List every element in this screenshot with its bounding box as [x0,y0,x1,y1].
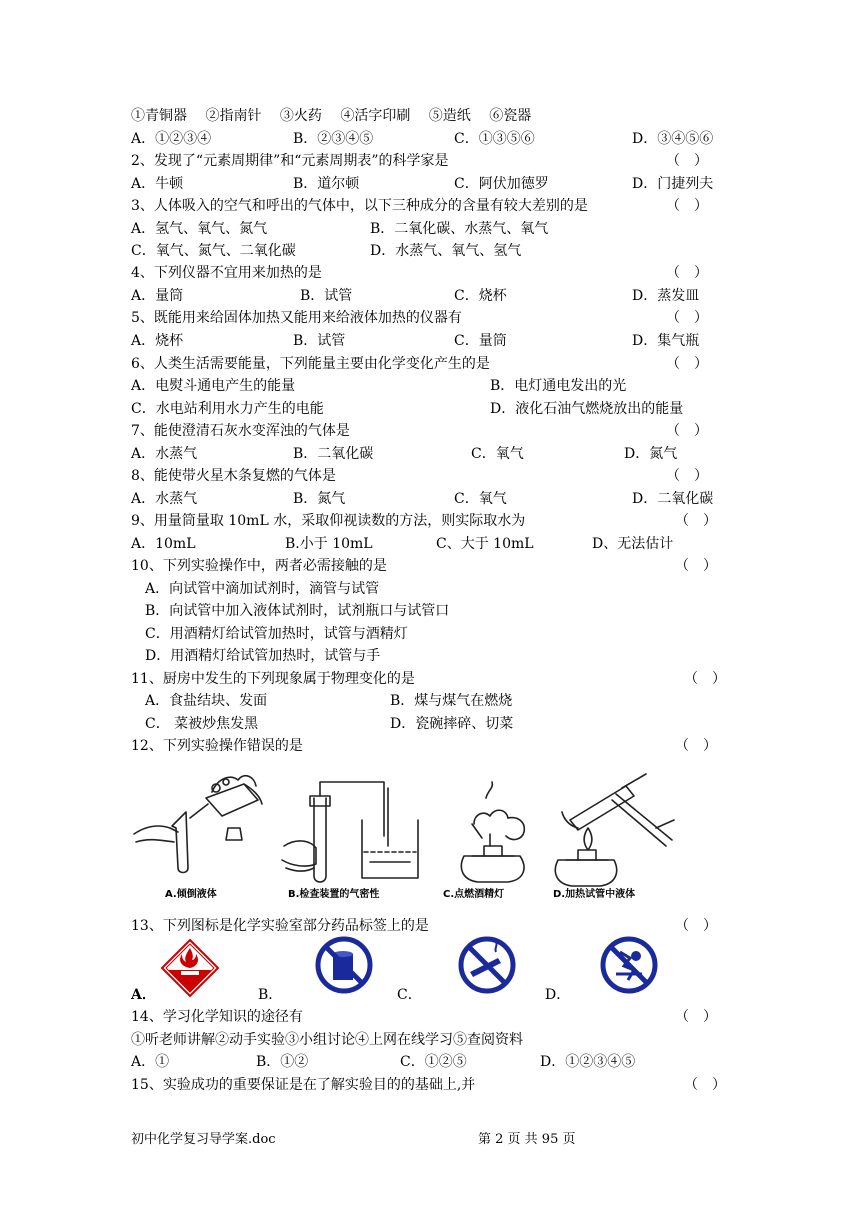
q15-answer-blank: （ ） [684,1077,726,1093]
q7-option-b: B．二氧化碳 [293,446,374,462]
q6-option-c: C．水电站利用水力产生的电能 [131,401,324,417]
q9-option-c: C、大于 10mL [436,536,534,552]
q2-answer-blank: （ ） [666,153,708,169]
q13-question: 13、下列图标是化学实验室部分药品标签上的是 [131,918,429,934]
q13-option-a: A． [131,987,156,1003]
q5-option-d: D．集气瓶 [632,333,700,349]
q13-answer-blank: （ ） [675,918,717,934]
q10-option-b: B．向试管中加入液体试剂时，试剂瓶口与试管口 [145,603,450,619]
q6-answer-blank: （ ） [666,356,708,372]
q14-option-c: C．①②⑤ [400,1054,467,1070]
q4-option-d: D．蒸发皿 [632,288,700,304]
q6-option-d: D．液化石油气燃烧放出的能量 [490,401,684,417]
pouring-liquid-illustration [134,776,262,873]
q8-question: 8、能使带火星木条复燃的气体是 [131,468,336,484]
q5-question: 5、既能用来给固体加热又能用来给液体加热的仪器有 [131,310,462,326]
q12-caption-d: D.加热试管中液体 [553,889,636,900]
q3-question: 3、人体吸入的空气和呼出的气体中，以下三种成分的含量有较大差别的是 [131,198,588,214]
q4-question: 4、下列仪器不宜用来加热的是 [131,265,322,281]
q4-option-a: A．量筒 [131,288,184,304]
flammable-solid-icon [160,938,220,998]
q7-answer-blank: （ ） [666,423,708,439]
no-smoking-icon [458,936,516,994]
q4-option-b: B．试管 [300,288,353,304]
q7-option-a: A．水蒸气 [131,446,198,462]
q2-option-d: D．门捷列夫 [632,176,714,192]
q11-option-b: B．煤与煤气在燃烧 [390,693,513,709]
q2-question: 2、发现了“元素周期律”和“元素周期表”的科学家是 [131,153,449,169]
q9-answer-blank: （ ） [675,513,717,529]
footer-page-number: 第 2 页 共 95 页 [478,1132,576,1147]
lighting-alcohol-lamp-illustration [461,782,524,882]
q9-option-a: A．10mL [131,536,196,552]
q13-option-b: B． [258,987,283,1003]
q14-answer-blank: （ ） [675,1009,717,1025]
q6-option-a: A．电熨斗通电产生的能量 [131,378,296,394]
q9-option-d: D、无法估计 [592,536,674,552]
q12-caption-b: B.检查装置的气密性 [288,889,380,900]
q9-question: 9、用量筒量取 10mL 水，采取仰视读数的方法，则实际取水为 [131,513,526,529]
q8-option-c: C．氧气 [454,491,507,507]
q3-option-a: A．氢气、氧气、氮气 [131,221,268,237]
q2-option-c: C．阿伏加德罗 [454,176,549,192]
heating-test-tube-illustration [555,774,674,886]
q1-option-d: D．③④⑤⑥ [632,131,714,147]
q5-option-a: A．烧杯 [131,333,184,349]
q4-answer-blank: （ ） [666,265,708,281]
q12-question: 12、下列实验操作错误的是 [131,738,303,754]
q5-option-c: C．量筒 [454,333,507,349]
q13-option-d: D． [545,987,571,1003]
q10-option-c: C．用酒精灯给试管加热时，试管与酒精灯 [145,626,408,642]
q14-option-a: A．① [131,1054,170,1070]
q6-option-b: B．电灯通电发出的光 [490,378,627,394]
q6-question: 6、人类生活需要能量，下列能量主要由化学变化产生的是 [131,356,490,372]
q11-option-d: D．瓷碗摔碎、切菜 [390,716,514,732]
q10-answer-blank: （ ） [675,558,717,574]
q11-question: 11、厨房中发生的下列现象属于物理变化的是 [131,671,415,687]
q1-option-b: B．②③④⑤ [293,131,374,147]
q13-option-c: C． [397,987,422,1003]
q10-option-a: A．向试管中滴加试剂时，滴管与试管 [145,581,380,597]
q14-items: ①听老师讲解②动手实验③小组讨论④上网在线学习⑤查阅资料 [131,1032,523,1048]
q4-option-c: C．烧杯 [454,288,507,304]
q11-option-a: A．食盐结块、发面 [145,693,268,709]
q8-answer-blank: （ ） [666,468,708,484]
q14-option-b: B．①② [256,1054,309,1070]
q9-option-b: B.小于 10mL [285,536,373,552]
q14-question: 14、学习化学知识的途径有 [131,1009,303,1025]
q7-question: 7、能使澄清石灰水变浑浊的气体是 [131,423,350,439]
q12-answer-blank: （ ） [675,738,717,754]
no-crushing-icon [600,936,658,994]
q10-question: 10、下列实验操作中，两者必需接触的是 [131,558,387,574]
q3-option-b: B．二氧化碳、水蒸气、氧气 [370,221,549,237]
q3-option-c: C．氧气、氮气、二氧化碳 [131,243,296,259]
q3-option-d: D．水蒸气、氧气、氢气 [370,243,522,259]
q1-option-c: C．①③⑤⑥ [454,131,535,147]
q12-caption-a: A.倾倒液体 [165,889,217,900]
q12-caption-c: C.点燃酒精灯 [443,889,505,900]
q2-option-a: A．牛顿 [131,176,184,192]
q7-option-d: D．氮气 [624,446,678,462]
no-container-icon [315,936,373,994]
q2-option-b: B．道尔顿 [293,176,360,192]
q14-option-d: D．①②③④⑤ [540,1054,636,1070]
q8-option-d: D．二氧化碳 [632,491,714,507]
q1-items: ①青铜器 ②指南针 ③火药 ④活字印刷 ⑤造纸 ⑥瓷器 [131,108,532,124]
q11-answer-blank: （ ） [684,671,726,687]
q11-option-c: C． 菜被炒焦发黑 [145,716,259,732]
airtightness-check-illustration [282,782,418,882]
q8-option-a: A．水蒸气 [131,491,198,507]
q7-option-c: C．氧气 [471,446,524,462]
q3-answer-blank: （ ） [666,198,708,214]
q15-question: 15、实验成功的重要保证是在了解实验目的的基础上,并 [131,1077,476,1093]
q5-answer-blank: （ ） [666,310,708,326]
q10-option-d: D．用酒精灯给试管加热时，试管与手 [145,648,381,664]
q5-option-b: B．试管 [293,333,346,349]
lab-operations-figure [126,768,686,903]
q8-option-b: B．氮气 [293,491,346,507]
q1-option-a: A．①②③④ [131,131,212,147]
footer-filename: 初中化学复习导学案.doc [131,1132,276,1147]
